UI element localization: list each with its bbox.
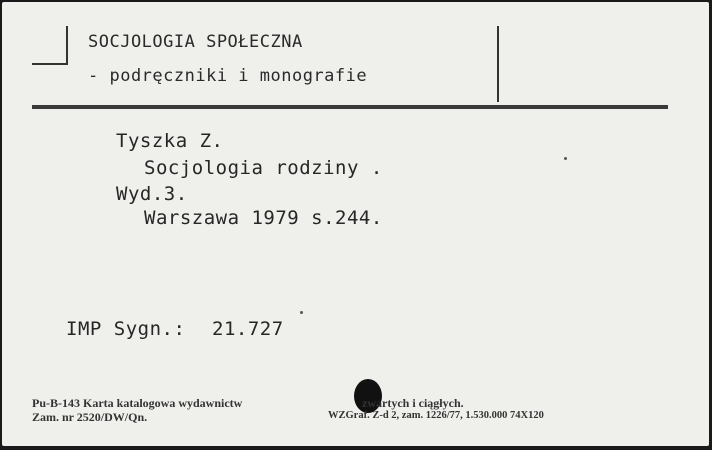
entry-edition: Wyd.3. bbox=[116, 183, 188, 205]
signature-label: IMP Sygn.: bbox=[66, 318, 186, 340]
footer-line2-left: Zam. nr 2520/DW/Qn. bbox=[32, 410, 148, 424]
entry-author: Tyszka Z. bbox=[116, 130, 224, 152]
header-divider bbox=[32, 105, 668, 109]
footer-line1-right: zwartych i ciągłych. bbox=[362, 396, 464, 410]
footer-line2-right: WZGraf. Z-d 2, zam. 1226/77, 1.530.000 74X120 bbox=[328, 410, 544, 421]
speck bbox=[300, 311, 303, 314]
speck bbox=[564, 157, 567, 160]
header-subcategory: - podręczniki i monografie bbox=[88, 66, 368, 86]
signature-number: 21.727 bbox=[212, 318, 284, 340]
header-category: SOCJOLOGIA SPOŁECZNA bbox=[88, 32, 303, 52]
entry-publication: Warszawa 1979 s.244. bbox=[144, 207, 383, 229]
entry-title: Socjologia rodziny . bbox=[144, 157, 383, 179]
catalog-card bbox=[2, 2, 709, 446]
header-left-horizontal-rule bbox=[32, 63, 68, 65]
footer-line1-left: Pu-B-143 Karta katalogowa wydawnictw bbox=[32, 396, 243, 410]
header-right-vertical-rule bbox=[497, 26, 499, 102]
header-left-vertical-rule bbox=[66, 26, 68, 64]
